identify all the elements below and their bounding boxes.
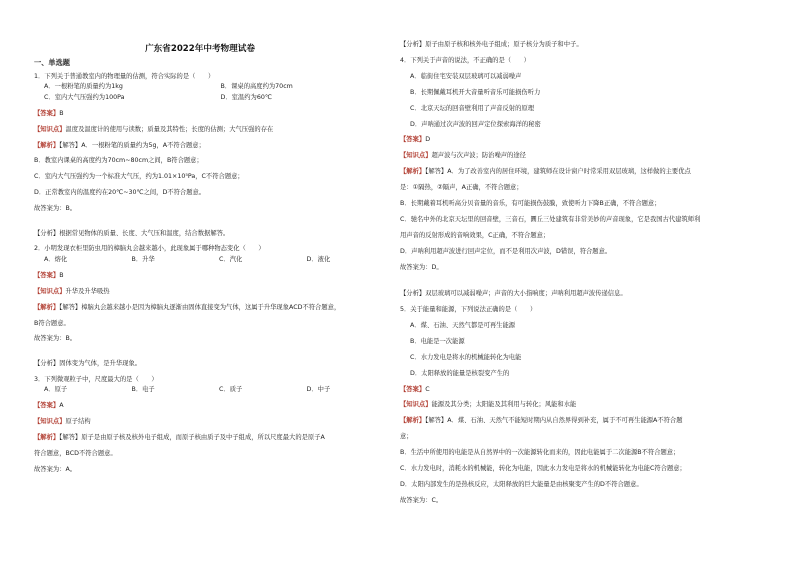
q5-analysis (400, 416, 760, 426)
q5-analysis-text: 【解答】A．煤、石油、天然气不能短时期内从自然界得到补充，属于不可再生能源A不符合题 (425, 417, 683, 425)
q5-option-d: D．太阳释放的能量是核裂变产生的 (410, 369, 510, 377)
q2-option-d: D．液化 (306, 255, 331, 263)
q4-analysis-line2: 是：①隔热，②隔声，A正确，不符合题意； (400, 184, 523, 192)
q4-knowledge-point (400, 151, 760, 161)
q2-option-c: C．汽化 (219, 255, 243, 263)
section-heading: 一、单选题 (34, 58, 70, 67)
q5-analysis-line3: B．生活中所使用的电能是从自然界中的一次能源转化而来的，因此电能属于二次能源B不符合题意； (400, 449, 680, 457)
q1-answer (34, 109, 394, 119)
q3-answer-value: A (59, 402, 64, 410)
q1-analysis (34, 141, 394, 151)
q3-analysis-line2: 符合题意，BCD不符合题意。 (34, 449, 117, 457)
q1-answer-value: B (59, 109, 64, 117)
q5-knowledge-point (400, 400, 760, 410)
q5-answer-value: C (425, 385, 430, 393)
q4-option-b: B．长期佩戴耳机开大音量听音乐可能损伤听力 (410, 88, 541, 96)
q1-analysis-text: 【解答】A．一根粉笔的质量约为5g，A不符合题意； (59, 141, 205, 149)
analysis-tag: 【解析】 (34, 433, 60, 441)
q1-summary: 【分析】根据常见物体的质量、长度、大气压和温度，结合数据解答。 (34, 229, 230, 237)
knowledge-tag: 【知识点】 (400, 401, 432, 409)
q3-analysis-text: 【解答】原子是由原子核及核外电子组成，而原子核由质子及中子组成，所以尺度最大的是原子A (59, 433, 325, 441)
q3-answer (34, 401, 394, 411)
q1-knowledge-point (34, 125, 394, 135)
q5-option-c: C．水力发电是将水的机械能转化为电能 (410, 353, 522, 361)
q2-analysis-line2: B符合题意。 (34, 319, 70, 327)
q3-option-a: A．原子 (44, 386, 68, 394)
q5-analysis-line2: 意； (400, 433, 413, 441)
analysis-tag: 【解析】 (400, 417, 426, 425)
q4-option-d: D．声呐通过次声波的回声定位探索海洋的秘密 (410, 120, 541, 128)
q2-summary: 【分析】固体变为气体，是升华现象。 (34, 359, 142, 367)
q5-analysis-line4: C．水力发电时，消耗水的机械能，转化为电能，因此水力发电是将水的机械能转化为电能C符合题意； (400, 465, 686, 473)
analysis-tag: 【解析】 (34, 303, 60, 311)
q1-final-answer: 故答案为：B。 (34, 205, 77, 213)
q2-options (34, 255, 394, 265)
knowledge-tag: 【知识点】 (34, 287, 66, 295)
q3-knowledge-text: 原子结构 (65, 417, 91, 425)
q1-options-row1 (34, 82, 394, 92)
q2-knowledge-point (34, 287, 394, 297)
q1-option-b: B．课桌的高度约为70cm (220, 83, 293, 91)
q3-final-answer: 故答案为：A。 (34, 465, 77, 473)
q3-summary: 【分析】原子由原子核和核外电子组成；原子核分为质子和中子。 (400, 41, 583, 48)
q2-stem: 2．小明发现衣柜里防虫用的樟脑丸会越来越小，此现象属于哪种物态变化（ ） (34, 245, 265, 253)
knowledge-tag: 【知识点】 (34, 125, 66, 133)
q1-option-c: C．室内大气压强约为100Pa (44, 93, 125, 101)
q2-option-b: B．升华 (131, 255, 155, 263)
q2-analysis-text: 【解答】樟脑丸会越来越小是因为樟脑丸逐渐由固体直接变为气体，这属于升华现象ACD不符合题意， (59, 303, 341, 311)
q4-option-a: A．临街住宅安装双层玻璃可以减弱噪声 (410, 72, 522, 80)
q3-stem: 3．下列微观粒子中，尺度最大的是（ ） (34, 375, 158, 383)
q1-stem: 1．下列关于普通教室内的物理量的估测，符合实际的是（ ） (34, 73, 215, 80)
q3-options (34, 385, 394, 395)
q2-knowledge-text: 升华及升华吸热 (65, 287, 110, 295)
q4-analysis-line3: B．长期戴着耳机听高分贝音量的音乐，有可能损伤鼓膜，致使听力下降B正确，不符合题意； (400, 200, 661, 208)
q5-stem: 5．关于能量和能源，下列说法正确的是（ ） (400, 306, 537, 313)
q3-knowledge-point (34, 417, 394, 427)
q2-answer-value: B (59, 271, 64, 279)
q1-analysis-line3: C．室内大气压强约为一个标准大气压，约为1.01×10⁵Pa，C不符合题意； (34, 173, 244, 181)
q5-option-a: A．煤、石油、天然气都是可再生能源 (410, 321, 516, 329)
q2-option-a: A．熔化 (44, 255, 68, 263)
analysis-tag: 【解析】 (34, 141, 60, 149)
q1-analysis-line4: D．正常教室内的温度约在20℃~30℃之间，D不符合题意。 (34, 189, 206, 197)
page-title: 广东省2022年中考物理试卷 (145, 44, 255, 54)
q4-option-c: C．北京天坛的回音壁利用了声音反射的原理 (410, 104, 535, 112)
q4-final-answer: 故答案为：D。 (400, 263, 443, 271)
q3-option-c: C．质子 (219, 386, 243, 394)
q1-options-row2 (34, 93, 394, 103)
knowledge-tag: 【知识点】 (34, 417, 66, 425)
q2-final-answer: 故答案为：B。 (34, 335, 77, 343)
q4-analysis-text: 【解答】A．为了改善室内的居住环境，建筑师在设计窗户时常采用双层玻璃，这样做的主要优点 (425, 168, 691, 176)
q5-option-b: B．电能是一次能源 (410, 337, 465, 345)
q4-analysis-line5: 用声音的反射形成的音响效果，C正确，不符合题意； (400, 231, 550, 239)
right-column (400, 40, 760, 506)
q4-analysis (400, 167, 760, 177)
q5-final-answer: 故答案为：C。 (400, 496, 443, 504)
q4-stem: 4．下列关于声音的说法，不正确的是（ ） (400, 56, 530, 64)
q1-option-a: A．一根粉笔的质量约为1kg (44, 83, 123, 91)
q4-knowledge-text: 超声波与次声波；防治噪声的途径 (431, 152, 526, 160)
q4-analysis-line6: D．声呐利用超声波进行回声定位，而不是利用次声波，D错误，符合题意。 (400, 247, 612, 255)
answer-tag: 【答案】 (400, 385, 426, 393)
q1-option-d: D．室温约为60℃ (220, 93, 272, 101)
answer-tag: 【答案】 (34, 109, 60, 117)
q1-analysis-line2: B．教室内课桌的高度约为70cm~80cm之间，B符合题意； (34, 157, 203, 165)
q4-answer (400, 135, 760, 145)
q3-analysis (34, 433, 394, 443)
knowledge-tag: 【知识点】 (400, 152, 432, 160)
q1-knowledge-text: 温度及温度计的使用与读数；质量及其特性；长度的估测；大气压强的存在 (65, 125, 274, 133)
left-column (34, 72, 394, 475)
q4-summary: 【分析】双层玻璃可以减弱噪声；声音的大小指响度；声呐利用超声波传递信息。 (400, 290, 627, 298)
q4-answer-value: D (425, 136, 431, 144)
q5-knowledge-text: 能源及其分类；太阳能及其利用与转化；风能和水能 (431, 401, 577, 409)
q2-answer (34, 271, 394, 281)
analysis-tag: 【解析】 (400, 168, 426, 176)
answer-tag: 【答案】 (400, 136, 426, 144)
q3-option-d: D．中子 (306, 386, 331, 394)
answer-tag: 【答案】 (34, 402, 60, 410)
q5-answer (400, 385, 760, 395)
q2-analysis (34, 303, 394, 313)
q3-option-b: B．电子 (131, 386, 155, 394)
q4-analysis-line4: C．驰名中外的北京天坛里的回音壁，三音石，圜丘三处建筑有非常美妙的声音现象，它是我国古代建筑师利 (400, 215, 701, 223)
answer-tag: 【答案】 (34, 271, 60, 279)
q5-analysis-line5: D．太阳内部发生的是热核反应，太阳释放的巨大能量是由核聚变产生的D不符合题意。 (400, 480, 643, 488)
